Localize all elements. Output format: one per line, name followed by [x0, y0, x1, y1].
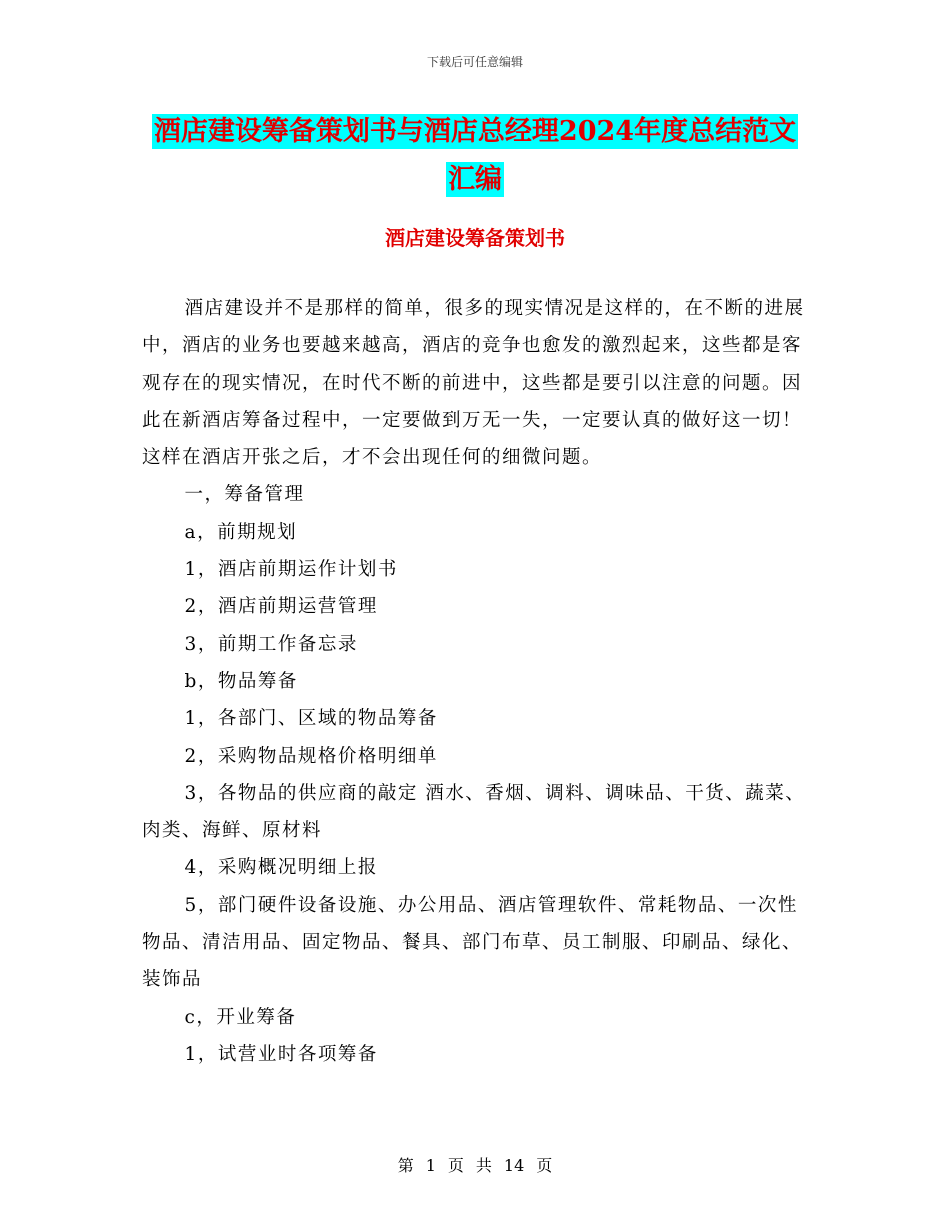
paragraph: 5，部门硬件设备设施、办公用品、酒店管理软件、常耗物品、一次性物品、清洁用品、固定物品、餐具、部门布草、员工制服、印刷品、绿化、装饰品 — [142, 894, 803, 991]
document-body — [142, 290, 808, 1073]
page-header: 下载后可任意编辑 — [426, 55, 523, 69]
paragraph: 2，采购物品规格价格明细单 — [184, 745, 438, 767]
paragraph: 3，各物品的供应商的敲定 酒水、香烟、调料、调味品、干货、蔬菜、肉类、海鲜、原材料 — [142, 782, 806, 842]
paragraph: 1，各部门、区域的物品筹备 — [184, 708, 438, 730]
page-footer — [0, 1153, 950, 1176]
paragraph: 一，筹备管理 — [184, 484, 305, 506]
paragraph: 酒店建设并不是那样的简单，很多的现实情况是这样的，在不断的进展中，酒店的业务也要越来越高，酒店的竞争也愈发的激烈起来，这些都是客观存在的现实情况，在时代不断的前进中，这些都是要引以注意的问题。因此在新酒店筹备过程中，一定要做到万无一失，一定要认真的做好这一切！这样在酒店开张之后，才不会出现任何的细微问题。 — [142, 298, 805, 469]
total-pages: 14 — [503, 1156, 525, 1175]
paragraph: 2，酒店前期运营管理 — [184, 596, 378, 618]
footer-label: 共 — [475, 1156, 492, 1175]
footer-label: 页 — [536, 1156, 553, 1175]
footer-label: 第 — [397, 1156, 414, 1175]
footer-label: 页 — [447, 1156, 464, 1175]
document-title-line2: 汇编 — [448, 164, 502, 195]
paragraph: 1，酒店前期运作计划书 — [184, 559, 398, 581]
paragraph: b，物品筹备 — [184, 670, 298, 692]
paragraph: c，开业筹备 — [184, 1006, 297, 1028]
section-title: 酒店建设筹备策划书 — [385, 226, 565, 250]
document-title — [140, 108, 810, 204]
paragraph: 4，采购概况明细上报 — [184, 857, 378, 879]
paragraph: 3，前期工作备忘录 — [184, 633, 358, 655]
document-title-line1: 酒店建设筹备策划书与酒店总经理2024年度总结范文 — [153, 116, 797, 147]
page-number: 1 — [425, 1156, 436, 1175]
paragraph: a，前期规划 — [184, 521, 298, 543]
paragraph: 1，试营业时各项筹备 — [184, 1043, 378, 1065]
